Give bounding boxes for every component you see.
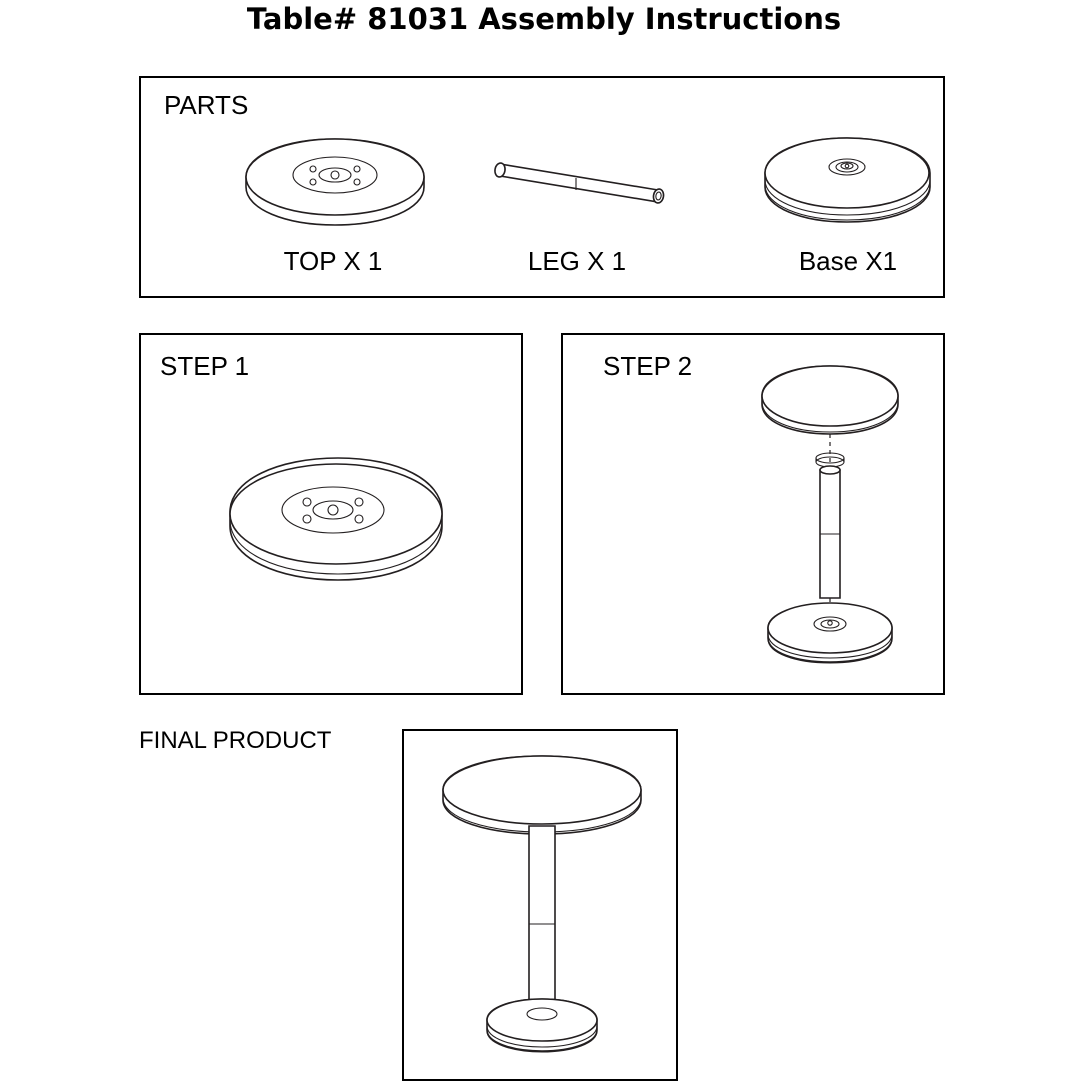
page-title: Table# 81031 Assembly Instructions <box>246 2 842 36</box>
step-1-label: STEP 1 <box>160 351 250 381</box>
table-base-illustration <box>760 125 935 235</box>
table-leg-illustration <box>488 150 678 210</box>
part-caption-leg: LEG X 1 <box>527 246 627 276</box>
table-top-illustration <box>240 125 430 235</box>
parts-section-label: PARTS <box>164 90 249 120</box>
step-2-illustration <box>740 358 920 678</box>
part-caption-top: TOP X 1 <box>283 246 383 276</box>
part-caption-base: Base X1 <box>798 246 898 276</box>
step-2-label: STEP 2 <box>603 351 693 381</box>
final-product-illustration <box>425 750 655 1065</box>
final-product-label: FINAL PRODUCT <box>139 727 332 754</box>
step-1-illustration <box>220 440 450 600</box>
